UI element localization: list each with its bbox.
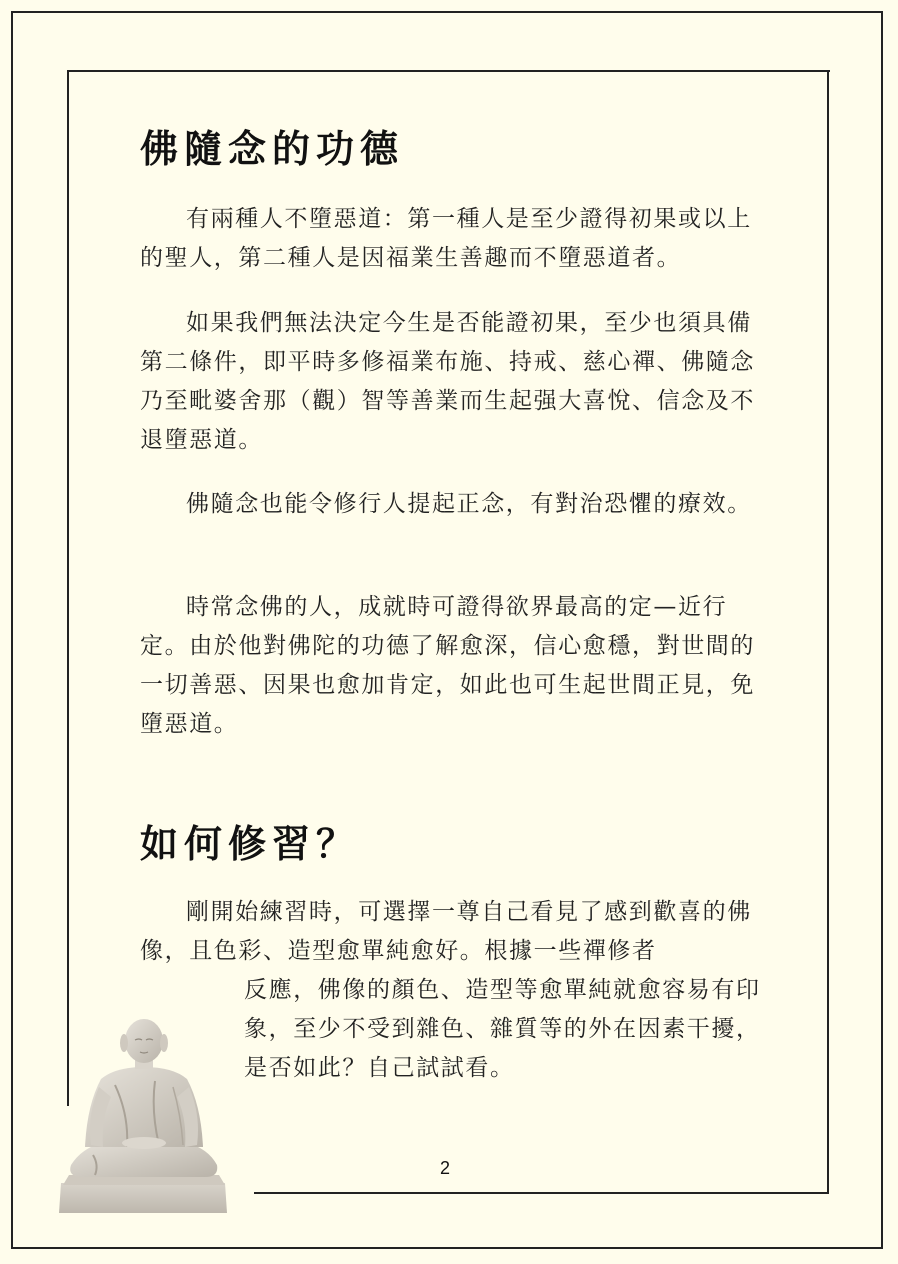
- page-number: 2: [439, 1158, 450, 1178]
- inner-frame-bottom: [254, 1192, 829, 1194]
- paragraph-5-continued: 反應，佛像的顏色、造型等愈單純就愈容易有印象，至少不受到雜色、雜質等的外在因素干擾，是否如此？自己試試看。: [244, 977, 761, 1081]
- paragraph-3: 佛隨念也能令修行人提起正念，有對治恐懼的療效。: [186, 491, 752, 517]
- section-title-merits: 佛隨念的功德: [140, 126, 405, 171]
- paragraph-4: 時常念佛的人，成就時可證得欲界最高的定—近行定。由於他對佛陀的功德了解愈深，信心愈穩，對世間的一切善惡、因果也愈加肯定，如此也可生起世間正見，免墮惡道。: [140, 594, 755, 737]
- inner-frame-left: [67, 70, 69, 1106]
- section-title-how-to-practice: 如何修習？: [140, 821, 361, 866]
- inner-frame-top: [67, 70, 830, 72]
- paragraph-2: 如果我們無法決定今生是否能證初果，至少也須具備第二條件，即平時多修福業布施、持戒、慈心禪、佛隨念乃至毗婆舍那（觀）智等善業而生起强大喜悅、信念及不退墮惡道。: [140, 310, 755, 453]
- paragraph-5-start: 剛開始練習時，可選擇一尊自己看見了感到歡喜的佛像，且色彩、造型愈單純愈好。根據一些禪修者: [140, 899, 752, 964]
- paragraph-1: 有兩種人不墮惡道：第一種人是至少證得初果或以上的聖人，第二種人是因福業生善趣而不墮惡道者。: [140, 206, 752, 271]
- buddha-statue-icon: [55, 1015, 233, 1215]
- inner-frame-right: [827, 70, 829, 1194]
